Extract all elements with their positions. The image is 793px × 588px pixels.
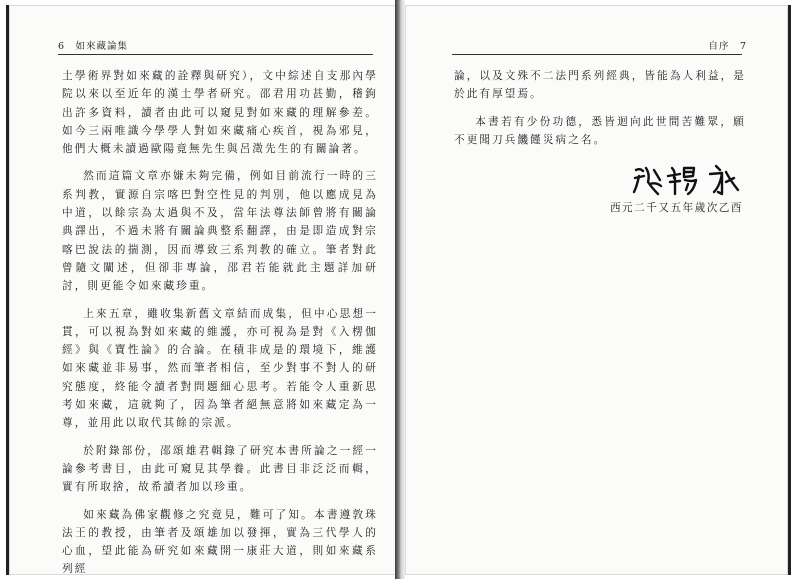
paragraph: 如來藏為佛家觀修之究竟見，難可了知。本書遵敦珠法王的教授，由筆者及頌雄加以發揮，實為三代學人的心血，望此能為研究如來藏開一康莊大道，則如來藏系列經	[62, 508, 378, 576]
paragraph: 本書若有少份功德，悉皆迴向此世間苦難眾，願不更聞刀兵饑饉災病之名。	[454, 115, 746, 146]
paragraph: 於附錄部份，邵頌雄君輯錄了研究本書所論之一經一論參考書目，由此可窺見其學養。此書目非泛泛而輯，實有所取捨，故希讀者加以珍重。	[62, 444, 378, 494]
dateline: 西元二千又五年歲次乙酉	[609, 202, 743, 214]
left-header-rule	[58, 54, 373, 55]
left-running-header: 6 如來藏論集	[58, 41, 129, 52]
right-page-body	[454, 67, 746, 158]
left-page-body	[62, 67, 378, 588]
author-signature	[630, 160, 750, 200]
book-gutter	[395, 0, 405, 579]
paragraph: 土學術界對如來藏的詮釋與研究），文中綜述自支那內學院以來以至近年的漢土學者研究。邵君用功甚勤，稽鉤出許多資料，讀者由此可以窺見對如來藏的理解參差。如今三兩唯識今學學人對如來藏痛心疾首，視為邪見，他們大概未讀過歐陽竟無先生與呂澂先生的有關論著。	[62, 70, 378, 156]
right-header-rule	[452, 54, 742, 55]
paragraph: 論，以及文殊不二法門系列經典，皆能為人利益，是於此有厚望焉。	[454, 70, 746, 101]
right-running-header: 自序 7	[708, 41, 747, 52]
paragraph: 然而這篇文章亦嫌未夠完備，例如目前流行一時的三系判教，實源自宗喀巴對空性見的判別，他以應成見為中道，以餘宗為太過與不及，當年法尊法師曾將有關論典譯出，不過未將有關論典整系翻譯，由是即造成對宗喀巴說法的揣測，因而導致三系判教的確立。筆者對此曾隨文闡述，但卻非專論，邵君若能就此主題詳加研討，則更能令如來藏珍重。	[62, 170, 378, 293]
paragraph: 上來五章，雖收集新舊文章結而成集，但中心思想一貫，可以視為對如來藏的維護，亦可視為是對《入楞伽經》與《寶性論》的合論。在積非成是的環境下，維護如來藏並非易事，然而筆者相信，至少對事不對人的研究態度，終能令讀者對問題細心思考。若能令人重新思考如來藏，這就夠了，因為筆者絕無意將如來藏定為一尊，並用此以取代其餘的宗派。	[62, 307, 378, 430]
